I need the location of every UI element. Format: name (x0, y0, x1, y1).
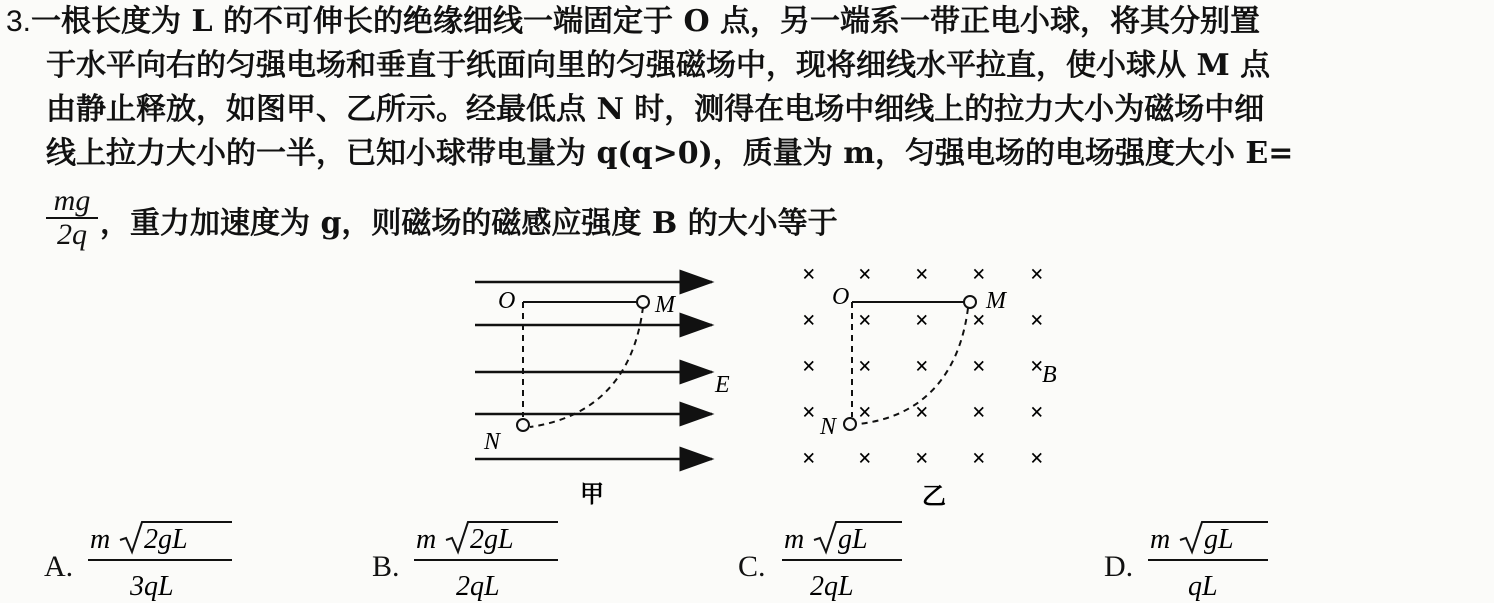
cross-r5c3: × (915, 446, 929, 472)
cross-r4c1: × (802, 400, 816, 426)
cross-r3c5: × (1030, 354, 1044, 380)
label-M: M (655, 292, 675, 318)
field-strength-fraction: mg 2q (46, 186, 98, 250)
svg-text:2gL: 2gL (144, 524, 188, 555)
label-E: E (715, 372, 730, 398)
svg-text:2qL: 2qL (456, 571, 500, 602)
cross-r5c4: × (972, 446, 986, 472)
ball-M (964, 296, 976, 308)
question-line-4: 线上拉力大小的一半，已知小球带电量为 q(q>0)，质量为 m，匀强电场的电场强度大小 E= (46, 136, 1294, 171)
caption-yi: 乙 (922, 484, 946, 510)
label-O: O (832, 284, 850, 310)
option-c-formula (780, 518, 910, 603)
question-number: 3. (6, 5, 32, 38)
label-B: B (1042, 362, 1057, 388)
trajectory-dashed (858, 308, 968, 424)
svg-text:3qL: 3qL (130, 571, 174, 602)
svg-text:m: m (784, 524, 805, 555)
question-line-2: 于水平向右的匀强电场和垂直于纸面向里的匀强磁场中，现将细线水平拉直，使小球从 M 点 (46, 48, 1271, 83)
cross-r3c3: × (915, 354, 929, 380)
figure-jia-diagram (460, 262, 760, 512)
cross-r5c5: × (1030, 446, 1044, 472)
option-d-formula (1146, 518, 1276, 603)
cross-r1c5: × (1030, 262, 1044, 288)
question-line-3: 由静止释放，如图甲、乙所示。经最低点 N 时，测得在电场中细线上的拉力大小为磁场中细 (46, 92, 1265, 127)
svg-text:m: m (1150, 524, 1171, 555)
svg-text:gL: gL (838, 524, 868, 555)
cross-r3c2: × (858, 354, 872, 380)
cross-r5c1: × (802, 446, 816, 472)
label-N: N (820, 414, 837, 440)
ball-N (844, 418, 856, 430)
cross-r1c4: × (972, 262, 986, 288)
question-line-5: ，重力加速度为 g，则磁场的磁感应强度 B 的大小等于 (100, 206, 838, 241)
option-a-formula (86, 518, 236, 603)
cross-r2c3: × (915, 308, 929, 334)
cross-r1c1: × (802, 262, 816, 288)
cross-r4c3: × (915, 400, 929, 426)
ball-M (637, 296, 649, 308)
cross-r2c2: × (858, 308, 872, 334)
svg-text:gL: gL (1204, 524, 1234, 555)
svg-text:2qL: 2qL (810, 571, 854, 602)
svg-text:2gL: 2gL (470, 524, 514, 555)
cross-r4c4: × (972, 400, 986, 426)
caption-jia: 甲 (580, 482, 604, 508)
label-O: O (498, 288, 516, 314)
cross-r3c1: × (802, 354, 816, 380)
label-M: M (986, 288, 1006, 314)
svg-text:m: m (416, 524, 437, 555)
cross-r1c3: × (915, 262, 929, 288)
cross-r1c2: × (858, 262, 872, 288)
figure-yi-diagram (790, 262, 1080, 512)
cross-r2c1: × (802, 308, 816, 334)
svg-text:qL: qL (1188, 571, 1218, 602)
cross-r2c5: × (1030, 308, 1044, 334)
option-b-formula (412, 518, 562, 603)
cross-r2c4: × (972, 308, 986, 334)
cross-r4c2: × (858, 400, 872, 426)
question-line-1: 3.一根长度为 L 的不可伸长的绝缘细线一端固定于 O 点，另一端系一带正电小球，将其分别置 (6, 4, 1261, 39)
ball-N (517, 419, 529, 431)
cross-r3c4: × (972, 354, 986, 380)
svg-text:m: m (90, 524, 111, 555)
cross-r4c5: × (1030, 400, 1044, 426)
cross-r5c2: × (858, 446, 872, 472)
label-N: N (484, 429, 501, 455)
